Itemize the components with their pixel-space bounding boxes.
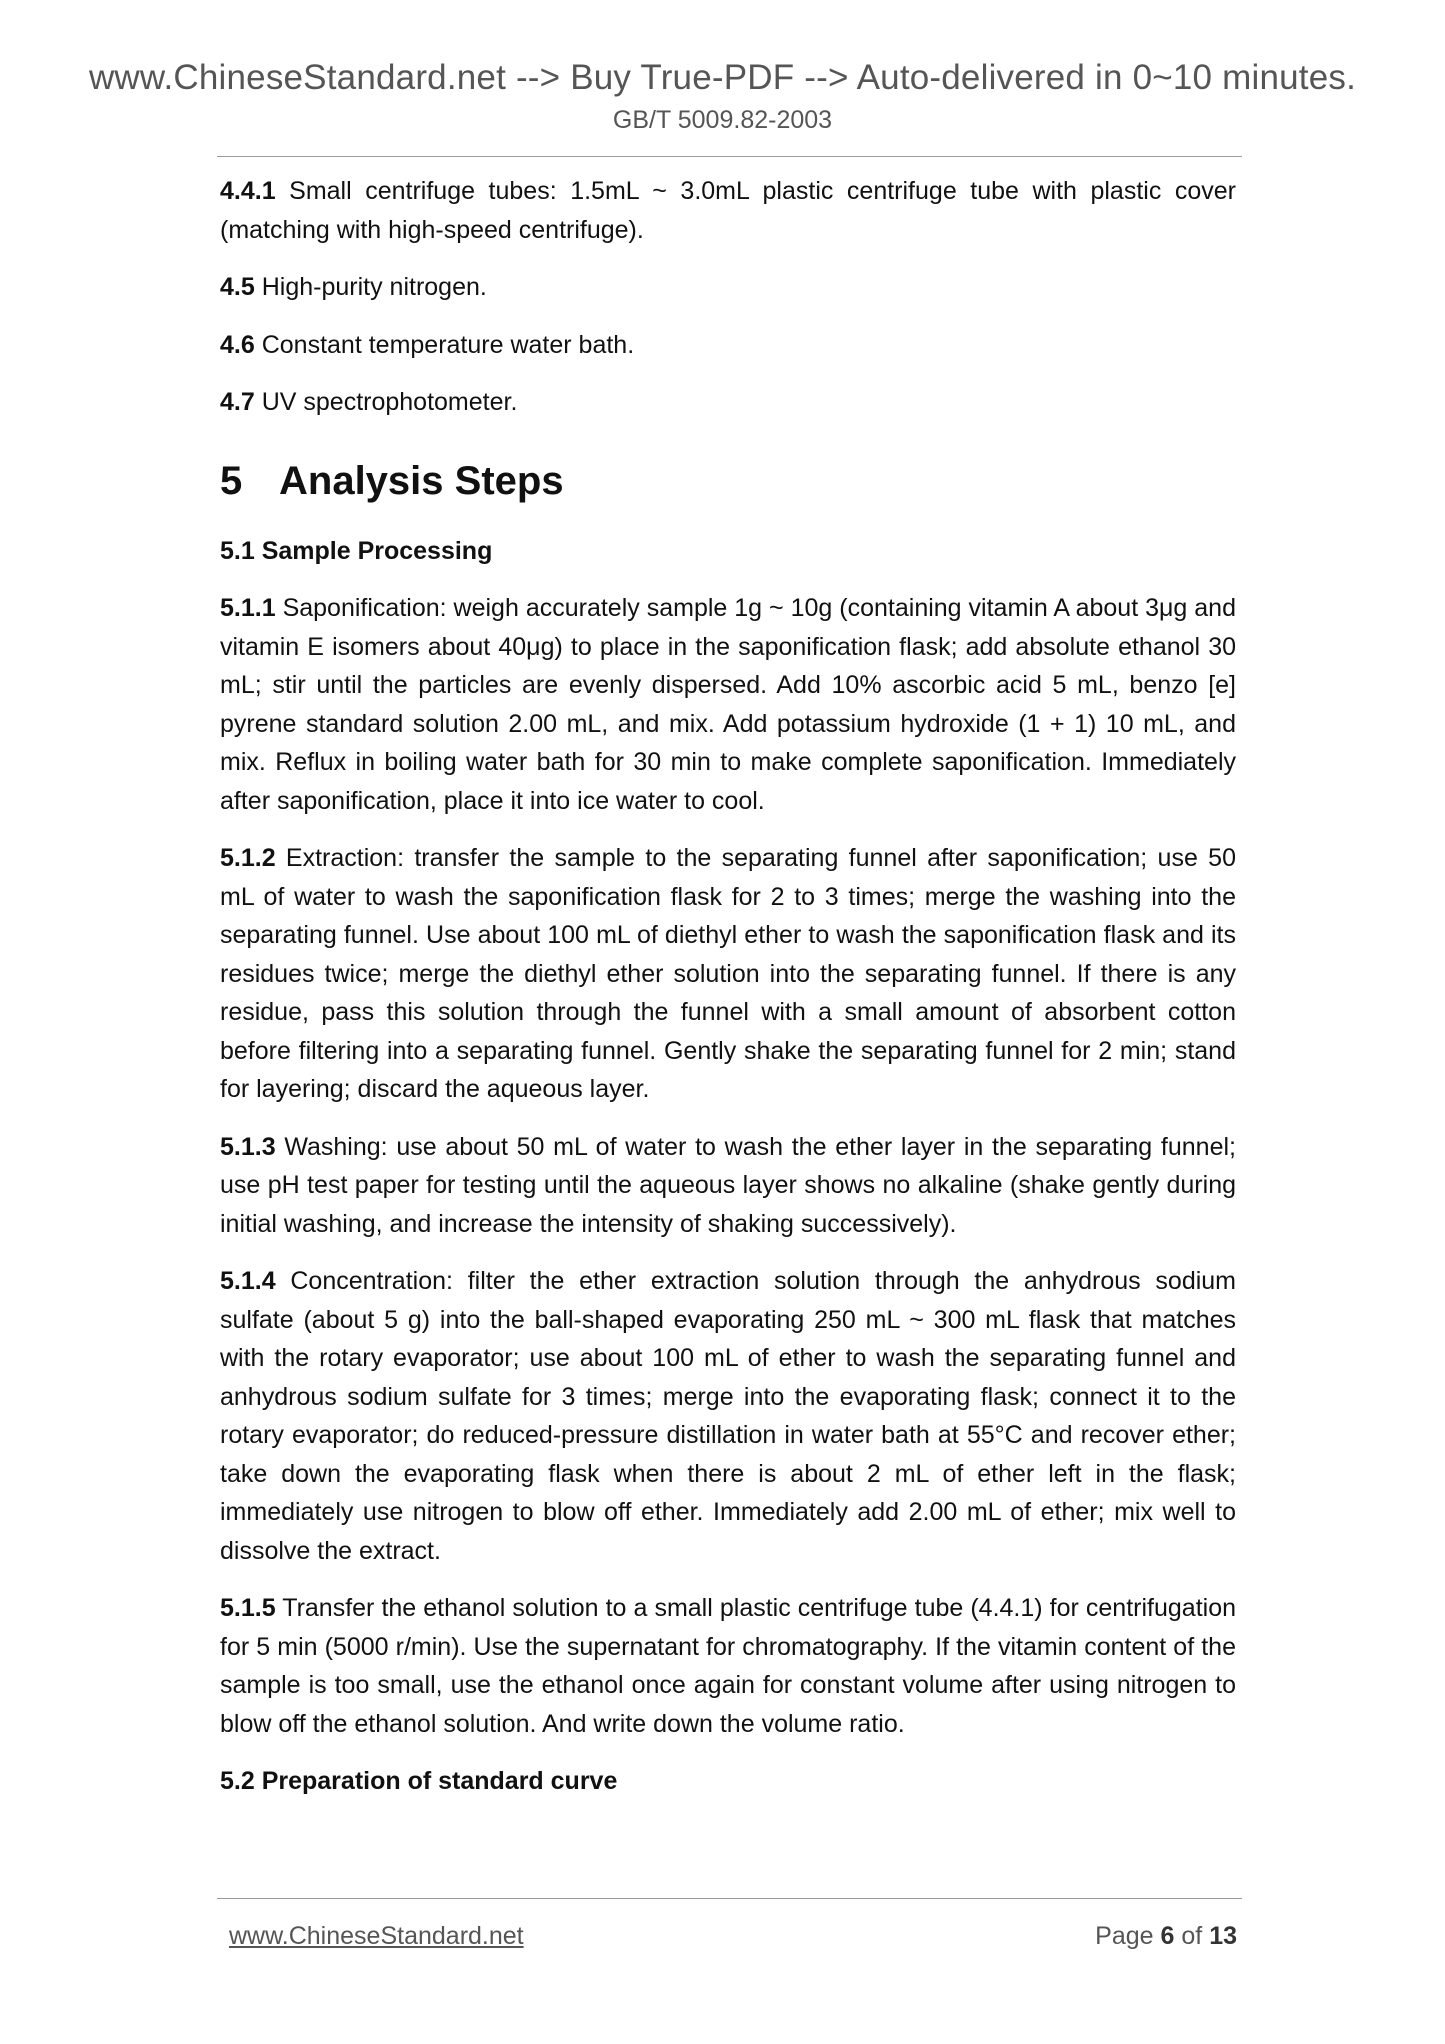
clause-text: High-purity nitrogen. [261,273,487,301]
clause-number: 5.1.2 [220,844,276,872]
subsection-heading-5-2: 5.2 Preparation of standard curve [220,1767,618,1795]
footer-site-link[interactable]: www.ChineseStandard.net [229,1922,524,1950]
clause-number: 5.1.4 [220,1267,276,1295]
clause-5-1-3 [220,1128,1236,1244]
clause-text: Small centrifuge tubes: 1.5mL ~ 3.0mL plastic centrifuge tube with plastic cover (matching with high-speed centrifuge). [220,177,1236,244]
clause-5-1-4 [220,1262,1236,1570]
section-heading [220,456,1236,506]
clause-number: 4.7 [220,388,255,416]
standard-number: GB/T 5009.82-2003 [612,106,833,134]
section-number: 5 [220,458,243,503]
page-of: of [1181,1922,1203,1950]
clause-5-1-5 [220,1589,1236,1743]
section-title: Analysis Steps [279,458,564,503]
page-current: 6 [1160,1922,1175,1950]
document-body [220,172,1236,1820]
clause-text: Washing: use about 50 mL of water to wash the ether layer in the separating funnel; use pH test paper for testing until the aqueous layer shows no alkaline (shake gently during initial washing, and increase the intensity of shaking successively). [220,1132,1236,1238]
page-prefix: Page [1095,1922,1154,1950]
clause-4-5 [220,268,1236,307]
clause-number: 4.4.1 [220,177,276,205]
clause-text: Extraction: transfer the sample to the separating funnel after saponification; use 50 mL of water to wash the saponification flask for 2 to 3 times; merge the washing into the separating funnel. Use about 100 mL of diethyl ether to wash the saponification flask and its residues twice; merge the diethyl ether solution into the separating funnel. If there is any residue, pass this solution through the funnel with a small amount of absorbent cotton before filtering into a separating funnel. Gently shake the separating funnel for 2 min; stand for layering; discard the aqueous layer. [220,844,1236,1103]
clause-5-1-2 [220,839,1236,1109]
page-footer [229,1918,1237,1954]
footer-divider [217,1898,1242,1899]
clause-number: 4.6 [220,330,255,359]
header-divider [217,156,1242,157]
clause-text: Constant temperature water bath. [261,330,635,359]
page-indicator [1095,1918,1237,1954]
clause-text: Saponification: weigh accurately sample 1g ~ 10g (containing vitamin A about 3μg and vitamin E isomers about 40μg) to place in the saponification flask; add absolute ethanol 30 mL; stir until the particles are evenly dispersed. Add 10% ascorbic acid 5 mL, benzo [e] pyrene standard solution 2.00 mL, and mix. Add potassium hydroxide (1 + 1) 10 mL, and mix. Reflux in boiling water bath for 30 min to make complete saponification. Immediately after saponification, place it into ice water to cool. [220,594,1236,815]
clause-number: 4.5 [220,273,255,301]
clause-text: Concentration: filter the ether extraction solution through the anhydrous sodium sulfate (about 5 g) into the ball-shaped evaporating 250 mL ~ 300 mL flask that matches with the rotary evaporator; use about 100 mL of ether to wash the separating funnel and anhydrous sodium sulfate for 3 times; merge into the evaporating flask; connect it to the rotary evaporator; do reduced-pressure distillation in water bath at 55°C and recover ether; take down the evaporating flask when there is about 2 mL of ether left in the flask; immediately use nitrogen to blow off ether. Immediately add 2.00 mL of ether; mix well to dissolve the extract. [220,1267,1237,1565]
header-banner: www.ChineseStandard.net --> Buy True-PDF --> Auto-delivered in 0~10 minutes. [88,58,1357,97]
clause-5-1-1 [220,589,1236,820]
page-header [0,56,1445,138]
subsection-heading-5-1: 5.1 Sample Processing [220,536,493,565]
clause-4-4-1 [220,172,1236,249]
clause-number: 5.1.5 [220,1594,276,1622]
clause-number: 5.1.1 [220,594,276,622]
clause-4-6 [220,326,1236,365]
clause-number: 5.1.3 [220,1132,276,1161]
page-total: 13 [1209,1922,1237,1950]
clause-text: Transfer the ethanol solution to a small plastic centrifuge tube (4.4.1) for centrifugation for 5 min (5000 r/min). Use the supernatant for chromatography. If the vitamin content of the sample is too small, use the ethanol once again for constant volume after using nitrogen to blow off the ethanol solution. And write down the volume ratio. [220,1594,1237,1738]
clause-4-7 [220,383,1236,422]
clause-text: UV spectrophotometer. [261,388,518,416]
